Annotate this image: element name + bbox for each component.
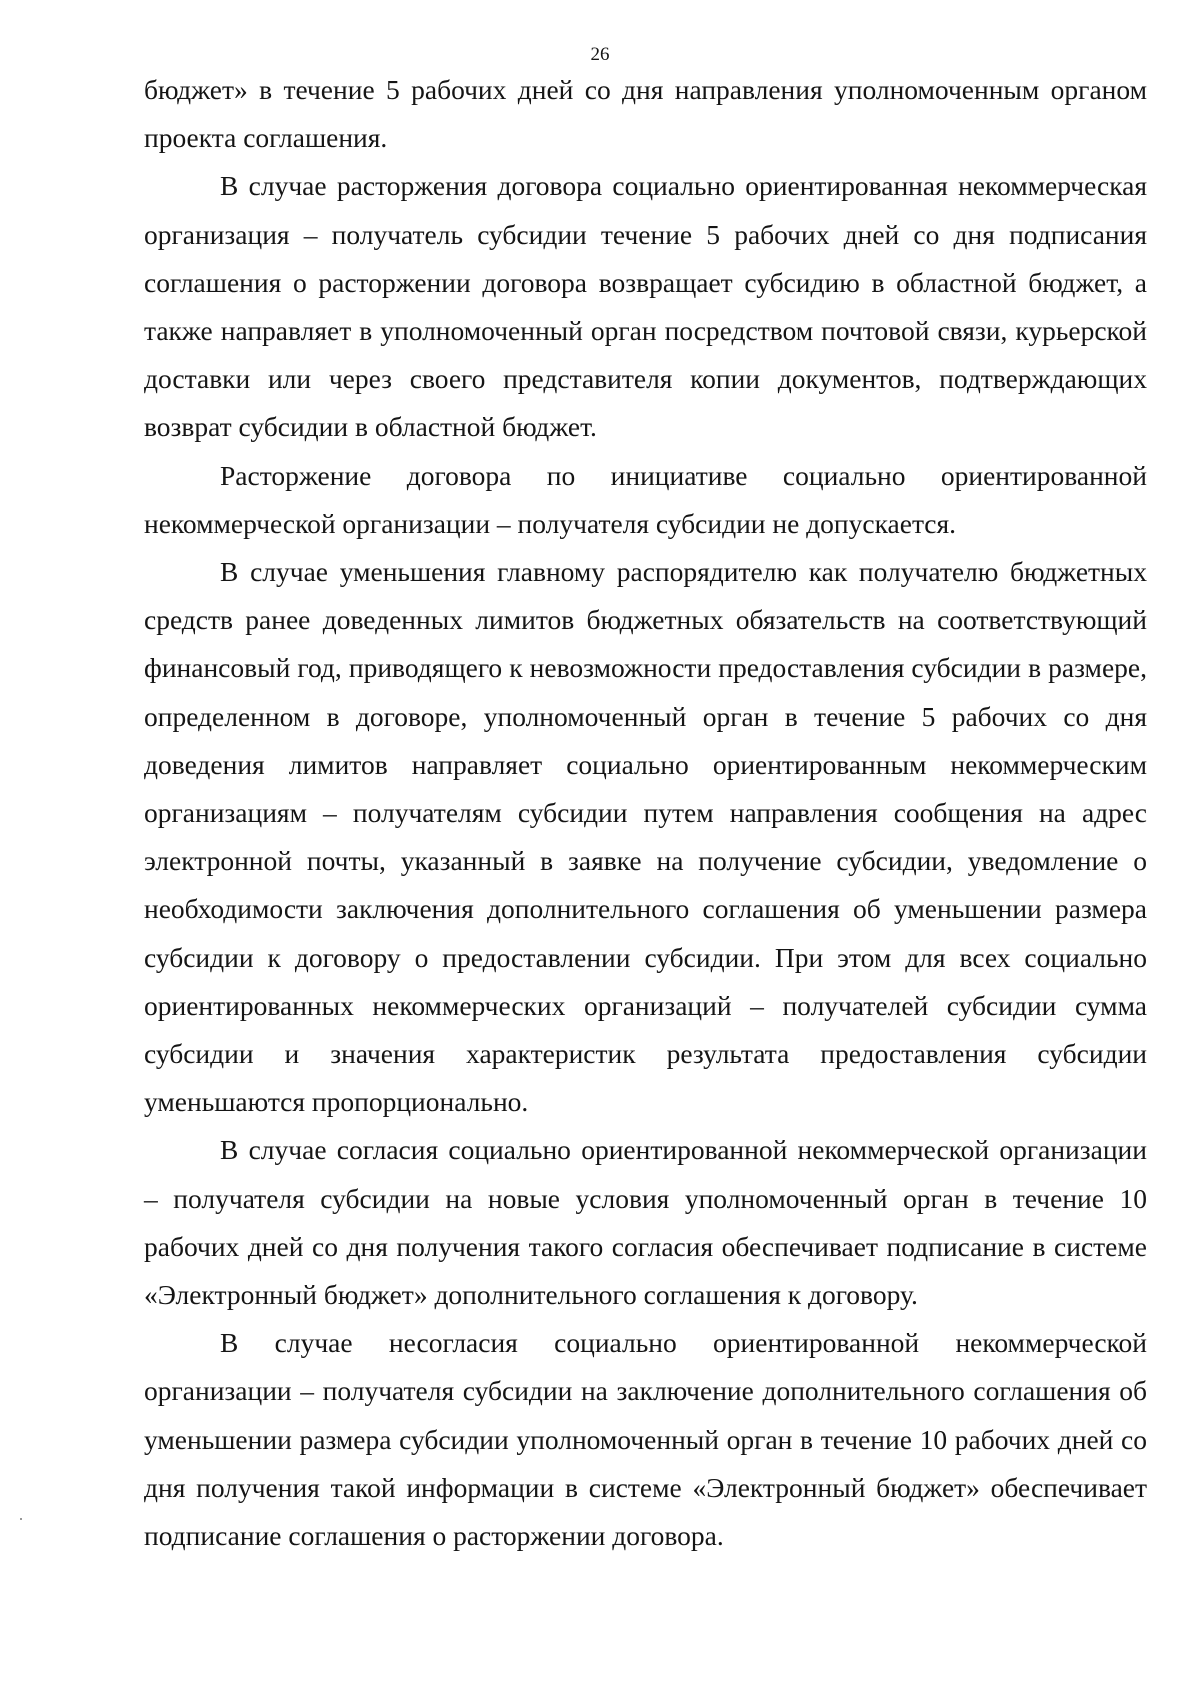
scan-speck xyxy=(20,1518,22,1520)
paragraph-5: В случае согласия социально ориентированной некоммерческой организации – получателя субсидии на новые условия уполномоченный орган в течение 10 рабочих дней со дня получения такого согласия обеспечивает подписание в системе «Электронный бюджет» дополнительного соглашения к договору. xyxy=(144,1134,1147,1311)
document-body xyxy=(144,66,1147,1560)
paragraph-2: В случае расторжения договора социально ориентированная некоммерческая организация – получатель субсидии течение 5 рабочих дней со дня подписания соглашения о расторжении договора возвращает субсидию в областной бюджет, а также направляет в уполномоченный орган посредством почтовой связи, курьерской доставки или через своего представителя копии документов, подтверждающих возврат субсидии в областной бюджет. xyxy=(144,170,1147,443)
page-number: 26 xyxy=(590,44,610,65)
paragraph-1: бюджет» в течение 5 рабочих дней со дня направления уполномоченным органом проекта соглашения. xyxy=(144,74,1147,154)
paragraph-3: Расторжение договора по инициативе социально ориентированной некоммерческой организации – получателя субсидии не допускается. xyxy=(144,459,1147,539)
paragraph-4: В случае уменьшения главному распорядителю как получателю бюджетных средств ранее доведенных лимитов бюджетных обязательств на соответствующий финансовый год, приводящего к невозможности предоставления субсидии в размере, определенном в договоре, уполномоченный орган в течение 5 рабочих со дня доведения лимитов направляет социально ориентированным некоммерческим организациям – получателям субсидии путем направления сообщения на адрес электронной почты, указанный в заявке на получение субсидии, уведомление о необходимости заключения дополнительного соглашения об уменьшении размера субсидии к договору о предоставлении субсидии. При этом для всех социально ориентированных некоммерческих организаций – получателей субсидии сумма субсидии и значения характеристик результата предоставления субсидии уменьшаются пропорционально. xyxy=(144,556,1147,1118)
paragraph-6: В случае несогласия социально ориентированной некоммерческой организации – получателя субсидии на заключение дополнительного соглашения об уменьшении размера субсидии уполномоченный орган в течение 10 рабочих дней со дня получения такой информации в системе «Электронный бюджет» обеспечивает подписание соглашения о расторжении договора. xyxy=(144,1327,1147,1552)
